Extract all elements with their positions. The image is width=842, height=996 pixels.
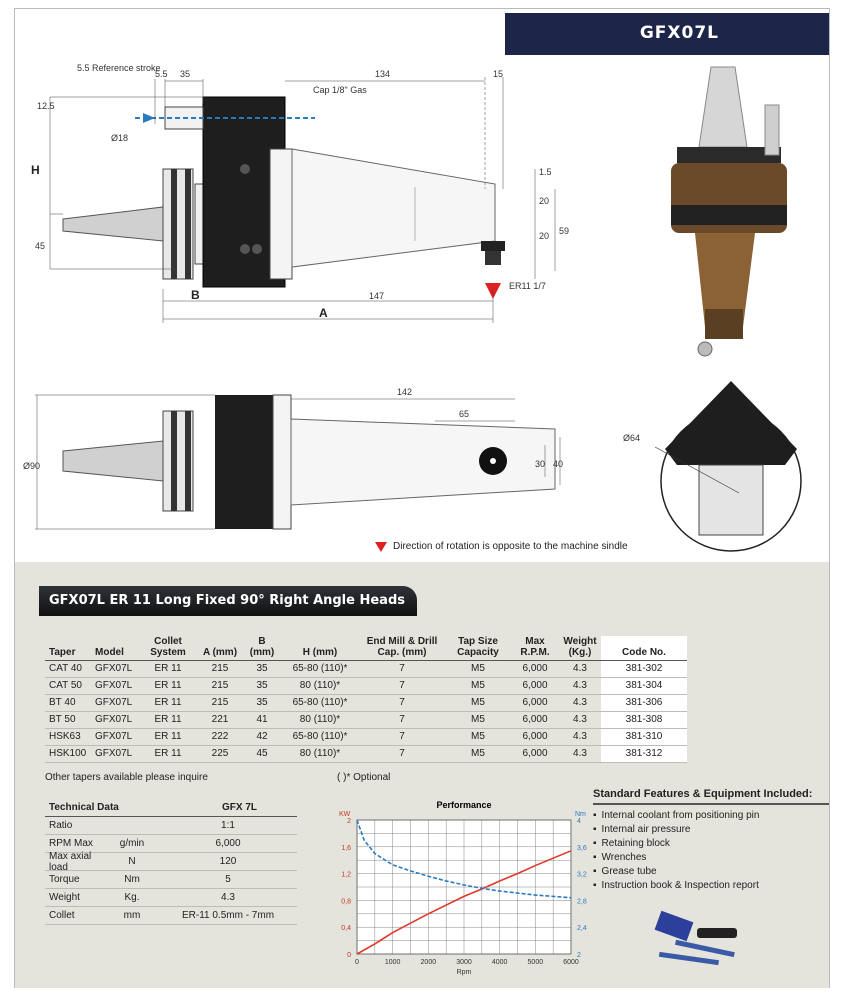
photo-pin	[765, 105, 779, 155]
table-cell: 215	[197, 661, 243, 678]
flange-groove	[185, 411, 191, 511]
table-cell: 80 (110)*	[281, 712, 359, 729]
rotation-note	[375, 541, 628, 552]
technical-data-unit: N	[128, 856, 136, 867]
reference-stroke-label: 5.5 Reference stroke	[77, 63, 161, 73]
dim-label: 147	[369, 291, 385, 301]
table-cell: 381-302	[601, 661, 687, 678]
feature-item: ▪ Retaining block	[593, 837, 829, 851]
dim-A-label: A	[319, 306, 328, 320]
dim-label: Ø90	[23, 461, 41, 471]
photo-taper	[699, 67, 747, 147]
table-cell: 6,000	[511, 746, 559, 763]
table-cell: 65-80 (110)*	[281, 695, 359, 712]
technical-data-key: Torque	[49, 874, 80, 885]
features-list	[593, 809, 829, 893]
y-left-tick-label: 0,8	[341, 898, 351, 906]
y-right-tick-label: 4	[577, 818, 581, 825]
column-header: Taper	[45, 636, 91, 661]
table-cell: 65-80 (110)*	[281, 661, 359, 678]
table-cell: M5	[445, 712, 511, 729]
column-header: Tap Size Capacity	[445, 636, 511, 661]
chart-title: Performance	[436, 800, 492, 810]
table-cell: GFX07L	[91, 661, 139, 678]
table-cell: 7	[359, 712, 445, 729]
table-cell: HSK63	[45, 729, 91, 746]
table-cell: 4.3	[559, 729, 601, 746]
spindle-nut	[481, 241, 505, 251]
x-tick-label: 4000	[491, 959, 508, 966]
scale-ring	[273, 395, 291, 529]
collet-label: ER11 1/7	[509, 281, 546, 291]
table-cell: M5	[445, 678, 511, 695]
flange-groove	[171, 411, 177, 511]
housing-hole	[252, 244, 262, 254]
arm	[291, 419, 555, 505]
section-title: GFX07L ER 11 Long Fixed 90° Right Angle Heads	[49, 593, 405, 608]
dim-label: Ø64	[623, 433, 641, 443]
housing-hole	[240, 164, 250, 174]
technical-data-key: RPM Max	[49, 838, 93, 849]
scale-ring	[270, 149, 292, 279]
dim-label: 5.5	[155, 69, 168, 79]
equipment-photo	[649, 906, 759, 976]
table-cell: 6,000	[511, 695, 559, 712]
y-right-tick-label: 3,6	[577, 844, 587, 852]
technical-data-value: 5	[225, 874, 231, 885]
y-right-tick-label: 3,2	[577, 871, 587, 879]
technical-data-unit: Kg.	[124, 892, 140, 903]
y-left-tick-label: 2	[347, 818, 351, 825]
table-cell: HSK100	[45, 746, 91, 763]
housing	[215, 395, 275, 529]
y-left-tick-label: 0	[347, 952, 351, 959]
photo-ring	[671, 205, 787, 225]
instruction-book-icon	[655, 911, 694, 941]
feature-item: ▪ Internal air pressure	[593, 823, 829, 837]
side-view	[31, 63, 569, 323]
column-header: Weight (Kg.)	[559, 636, 601, 661]
table-cell: 4.3	[559, 678, 601, 695]
spec-area	[15, 562, 829, 988]
table-cell: 215	[197, 695, 243, 712]
technical-data	[45, 802, 297, 925]
table-cell: 42	[243, 729, 281, 746]
technical-data-key: Ratio	[49, 820, 73, 831]
table-cell: 35	[243, 678, 281, 695]
technical-data-unit: mm	[123, 910, 141, 921]
table-cell: 65-80 (110)*	[281, 729, 359, 746]
technical-data-value: 4.3	[221, 892, 235, 903]
technical-data-rows	[45, 817, 297, 925]
optional-note: ( )* Optional	[337, 772, 391, 783]
table-cell: 80 (110)*	[281, 746, 359, 763]
dim-label: 45	[35, 241, 46, 251]
technical-data-key: Collet	[49, 910, 75, 921]
arm	[292, 149, 495, 267]
table-cell: 381-304	[601, 678, 687, 695]
x-tick-label: 5000	[527, 959, 544, 966]
y-right-tick-label: 2,8	[577, 898, 587, 906]
table-cell: 381-306	[601, 695, 687, 712]
technical-data-row	[45, 817, 297, 835]
table-cell: 6,000	[511, 712, 559, 729]
features-box	[593, 788, 829, 893]
y-right-tick-label: 2	[577, 952, 581, 959]
detail-bracket	[665, 381, 797, 465]
table-cell: 7	[359, 729, 445, 746]
table-cell: 6,000	[511, 678, 559, 695]
table-cell: 45	[243, 746, 281, 763]
table-row	[45, 729, 687, 746]
table-cell: 4.3	[559, 695, 601, 712]
table-cell: ER 11	[139, 695, 197, 712]
performance-chart	[319, 796, 589, 976]
column-header: End Mill & Drill Cap. (mm)	[359, 636, 445, 661]
dim-label: Ø18	[111, 133, 129, 143]
taper-shape	[63, 441, 163, 481]
table-cell: 6,000	[511, 661, 559, 678]
table-cell: GFX07L	[91, 746, 139, 763]
technical-data-row	[45, 889, 297, 907]
table-row	[45, 746, 687, 763]
column-header: Code No.	[601, 636, 687, 661]
table-row	[45, 712, 687, 729]
spec-table	[45, 636, 687, 763]
drawing-svg	[15, 9, 829, 561]
spec-table-header	[45, 636, 687, 661]
x-tick-label: 6000	[563, 959, 579, 966]
dim-label: 12.5	[37, 101, 55, 111]
technical-data-value: 1:1	[221, 820, 235, 831]
table-cell: 221	[197, 712, 243, 729]
table-cell: 222	[197, 729, 243, 746]
table-cell: 215	[197, 678, 243, 695]
product-photo	[671, 67, 787, 356]
table-cell: 381-308	[601, 712, 687, 729]
section-header	[39, 586, 417, 616]
column-header: Max R.P.M.	[511, 636, 559, 661]
technical-data-header	[45, 802, 297, 817]
table-cell: CAT 50	[45, 678, 91, 695]
x-tick-label: 1000	[384, 959, 401, 966]
table-cell: 4.3	[559, 661, 601, 678]
detail-circle	[623, 381, 801, 551]
technical-data-row	[45, 907, 297, 925]
technical-data-value: ER-11 0.5mm - 7mm	[181, 910, 275, 921]
table-row	[45, 678, 687, 695]
photo-head	[705, 309, 743, 339]
dim-label: 142	[397, 387, 413, 397]
cap-label: Cap 1/8" Gas	[313, 85, 367, 95]
table-cell: 225	[197, 746, 243, 763]
dim-label: 35	[180, 69, 191, 79]
catalog-page	[14, 8, 830, 988]
x-tick-label: 3000	[456, 959, 472, 966]
technical-data-row	[45, 871, 297, 889]
table-cell: ER 11	[139, 678, 197, 695]
table-row	[45, 661, 687, 678]
technical-data-key: Max axial load	[49, 850, 92, 873]
column-header: A (mm)	[197, 636, 243, 661]
y-right-axis-label: Nm	[575, 811, 586, 818]
photo-nozzle	[698, 342, 712, 356]
flange-groove	[171, 169, 177, 279]
feature-item: ▪ Internal coolant from positioning pin	[593, 809, 829, 823]
table-cell: ER 11	[139, 712, 197, 729]
y-right-tick-label: 2,4	[577, 925, 587, 933]
feature-item: ▪ Wrenches	[593, 851, 829, 865]
table-cell: 4.3	[559, 712, 601, 729]
table-cell: GFX07L	[91, 729, 139, 746]
table-row	[45, 695, 687, 712]
other-tapers-note: Other tapers available please inquire	[45, 772, 208, 783]
technical-data-row	[45, 850, 297, 873]
wrench-icon	[675, 940, 735, 957]
dim-label: 65	[459, 409, 470, 419]
technical-data-value: 120	[219, 856, 237, 867]
column-header: H (mm)	[281, 636, 359, 661]
y-left-axis-label: KW	[339, 811, 351, 818]
top-view	[23, 387, 563, 529]
table-cell: GFX07L	[91, 695, 139, 712]
red-triangle-icon	[375, 542, 387, 552]
dim-label: 59	[559, 226, 570, 236]
table-cell: CAT 40	[45, 661, 91, 678]
table-cell: 381-310	[601, 729, 687, 746]
technical-data-model: GFX 7L	[221, 802, 257, 813]
features-title: Standard Features & Equipment Included:	[593, 788, 829, 805]
table-cell: 35	[243, 661, 281, 678]
table-cell: 7	[359, 695, 445, 712]
spindle	[485, 251, 501, 265]
table-cell: 6,000	[511, 729, 559, 746]
table-cell: M5	[445, 695, 511, 712]
dim-B-label: B	[191, 288, 200, 302]
technical-drawing-area	[15, 9, 829, 561]
x-axis-label: Rpm	[456, 969, 472, 976]
table-cell: 7	[359, 661, 445, 678]
dim-H-label: H	[31, 163, 40, 177]
taper-shape	[63, 207, 163, 241]
table-cell: 35	[243, 695, 281, 712]
flange-groove	[185, 169, 191, 279]
dim-label: 1.5	[539, 167, 552, 177]
table-cell: M5	[445, 746, 511, 763]
table-cell: GFX07L	[91, 678, 139, 695]
table-cell: M5	[445, 661, 511, 678]
technical-data-title: Technical Data	[49, 802, 119, 813]
x-tick-label: 2000	[420, 959, 437, 966]
feature-item: ▪ Grease tube	[593, 865, 829, 879]
spec-table-body	[45, 661, 687, 763]
product-title: GFX07L	[639, 23, 719, 43]
coolant-arrow	[143, 113, 155, 123]
spindle-center	[490, 458, 496, 464]
rotation-note-text: Direction of rotation is opposite to the machine sindle	[393, 541, 628, 552]
x-tick-label: 0	[355, 959, 359, 966]
y-left-tick-label: 1,2	[341, 871, 351, 879]
table-cell: ER 11	[139, 661, 197, 678]
y-left-tick-label: 1,6	[341, 844, 351, 852]
technical-data-unit: g/min	[119, 838, 145, 849]
column-header: Model	[91, 636, 139, 661]
table-cell: GFX07L	[91, 712, 139, 729]
table-cell: BT 40	[45, 695, 91, 712]
detail-block	[699, 465, 763, 535]
dim-label: 15	[493, 69, 504, 79]
table-cell: 4.3	[559, 746, 601, 763]
dim-label: 40	[553, 459, 564, 469]
table-cell: BT 50	[45, 712, 91, 729]
table-cell: ER 11	[139, 729, 197, 746]
technical-data-key: Weight	[49, 892, 80, 903]
table-cell: 80 (110)*	[281, 678, 359, 695]
table-cell: 381-312	[601, 746, 687, 763]
table-cell: M5	[445, 729, 511, 746]
y-left-tick-label: 0,4	[341, 925, 351, 933]
technical-data-unit: Nm	[124, 874, 140, 885]
grease-tube-icon	[697, 928, 737, 938]
table-cell: 41	[243, 712, 281, 729]
dim-label: 30	[535, 459, 546, 469]
wrench-icon	[659, 952, 719, 965]
table-cell: 7	[359, 678, 445, 695]
table-cell: ER 11	[139, 746, 197, 763]
table-cell: 7	[359, 746, 445, 763]
technical-data-value: 6,000	[215, 838, 241, 849]
column-header: Collet System	[139, 636, 197, 661]
dim-label: 20	[539, 196, 550, 206]
dim-label: 20	[539, 231, 550, 241]
feature-item: ▪ Instruction book & Inspection report	[593, 879, 829, 893]
column-header: B (mm)	[243, 636, 281, 661]
dim-label: 134	[375, 69, 391, 79]
housing-hole	[240, 244, 250, 254]
